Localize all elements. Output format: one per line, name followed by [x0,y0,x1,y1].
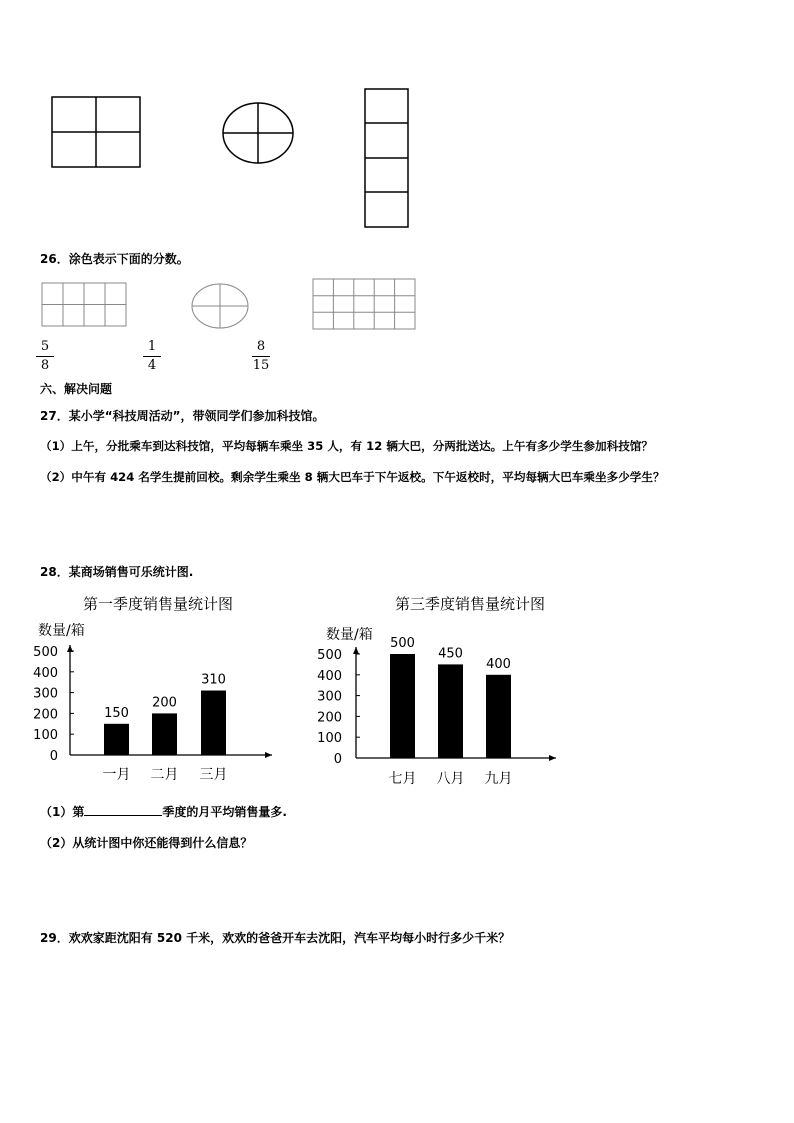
x-axis-arrow [549,755,556,761]
q28-part2: （2）从统计图中你还能得到什么信息？ [40,836,253,850]
q28-part1-suffix: 季度的月平均销售量多. [162,805,287,819]
x-category-label: 七月 [388,771,417,787]
bar-三月 [201,691,226,755]
y-tick-label: 100 [33,728,58,744]
fraction-1-4 [141,339,163,374]
q27-part1: （1）上午，分批乘车到达科技馆，平均每辆车乘坐 35 人，有 12 辆大巴，分两批送达。上午有多少学生参加科技馆？ [40,439,653,453]
x-category-label: 二月 [150,767,179,783]
ellipse-quarters-shape [192,284,248,328]
bar-八月 [438,664,463,758]
x-category-label: 一月 [102,767,131,783]
q27-title: 27．某小学“科技周活动”，带领同学们参加科技馆。 [40,409,325,423]
section-6-title: 六、解决问题 [40,382,113,396]
fraction-bar [252,356,270,357]
y-axis-label: 数量/箱 [38,623,85,639]
q28-title: 28．某商场销售可乐统计图. [40,565,194,579]
chart-title: 第一季度销售量统计图 [82,595,234,613]
grid-2x4-shape [42,283,126,326]
bar-value-label: 400 [486,656,511,672]
grid-3x5-shape [313,279,415,329]
vertical-strip-4-shape [365,89,408,227]
x-axis-arrow [265,752,272,758]
y-tick-label: 0 [49,749,58,764]
q28-charts [0,585,794,795]
fraction-5-8 [34,339,56,374]
x-category-label: 九月 [484,771,513,787]
y-tick-label: 200 [317,710,342,726]
bar-value-label: 450 [438,646,463,662]
fraction-denominator: 4 [147,358,157,373]
x-category-label: 三月 [199,767,228,783]
y-tick-label: 300 [317,689,342,705]
q27-part2: （2）中午有 424 名学生提前回校。剩余学生乘坐 8 辆大巴车于下午返校。下午返校时，平均每辆大巴车乘坐多少学生？ [40,470,665,484]
q28-part1 [40,803,287,820]
bar-value-label: 150 [104,705,129,721]
bar-二月 [152,713,177,755]
y-tick-label: 200 [33,707,58,723]
bar-七月 [390,654,415,758]
bar-value-label: 200 [152,695,177,711]
fraction-bar [36,356,54,357]
bar-九月 [486,675,511,758]
answer-blank[interactable] [84,805,162,816]
y-tick-label: 100 [317,731,342,747]
y-tick-label: 300 [33,686,58,702]
fraction-numerator: 8 [256,339,266,354]
y-axis-label: 数量/箱 [326,627,373,643]
y-tick-label: 400 [317,668,342,684]
fraction-denominator: 8 [40,358,50,373]
y-tick-label: 500 [33,645,58,660]
bar-一月 [104,724,129,755]
fraction-numerator: 1 [147,339,157,354]
rectangle-2x2-shape [52,97,140,167]
fraction-8-15 [250,339,272,374]
x-category-label: 八月 [436,771,465,787]
fraction-denominator: 15 [252,358,270,373]
y-tick-label: 400 [33,665,58,681]
bar-value-label: 500 [390,636,415,651]
q26-title: 26．涂色表示下面的分数。 [40,252,189,266]
q28-part1-prefix: （1）第 [40,805,85,819]
q25-shapes [0,0,794,240]
circle-quarters-shape [223,103,293,163]
q26-shapes [0,270,794,340]
q29-title: 29．欢欢家距沈阳有 520 千米，欢欢的爸爸开车去沈阳，汽车平均每小时行多少千米？ [40,931,511,945]
y-axis-arrow [353,647,359,654]
chart-title: 第三季度销售量统计图 [394,595,546,613]
fraction-bar [143,356,161,357]
y-tick-label: 500 [317,648,342,663]
fraction-numerator: 5 [40,339,50,354]
bar-value-label: 310 [201,672,226,688]
y-tick-label: 0 [333,752,342,767]
